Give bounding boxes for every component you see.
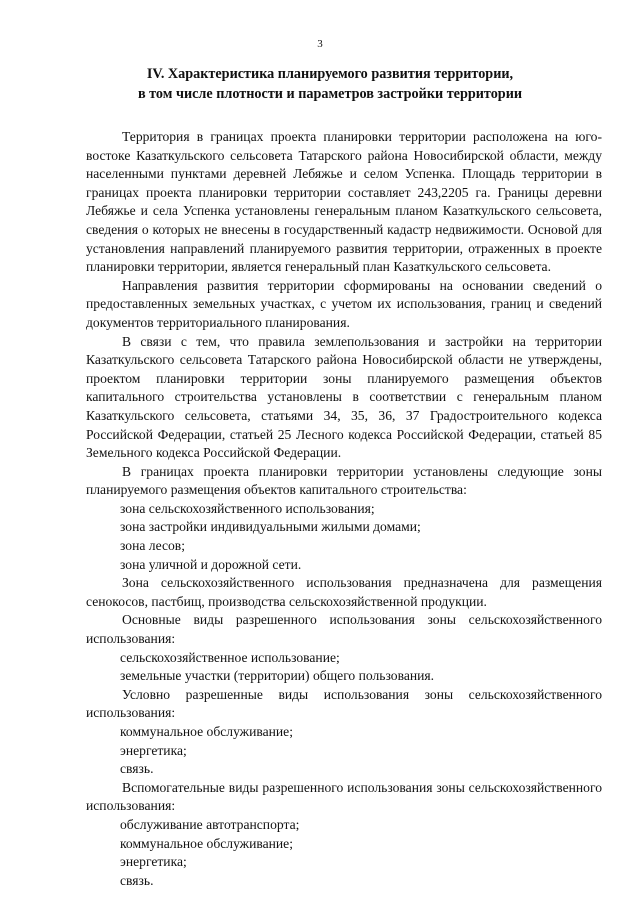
- list-item: энергетика;: [120, 742, 187, 758]
- page-number: 3: [317, 38, 323, 50]
- list-item: сельскохозяйственное использование;: [120, 649, 340, 665]
- paragraph: В связи с тем, что правила землепользования и застройки на территории Казаткульского сельсовета Татарского района Новосибирской области не утверждены, проектом планировки территории зоны планируемого размещения объектов капитального строительства установлены в соответствии с генеральным планом Казаткульского сельсовета, статьями 34, 35, 36, 37 Градостроительного кодекса Российской Федерации, статьей 25 Лесного кодекса Российской Федерации, статьей 85 Земельного кодекса Российской Федерации.: [86, 333, 602, 461]
- list-item: обслуживание автотранспорта;: [120, 816, 300, 832]
- section-heading: [60, 64, 600, 104]
- section-heading-line-2: в том числе плотности и параметров застройки территории: [137, 86, 523, 102]
- paragraph: Территория в границах проекта планировки территории расположена на юго-востоке Казаткульского сельсовета Татарского района Новосибирской области, между населенными пунктами деревней Лебяжье и селом Успенка. Площадь территории в границах проекта планировки территории составляет 243,2205 га. Границы деревни Лебяжье и села Успенка установлены генеральным планом Казаткульского сельсовета, сведения о которых не внесены в государственный кадастр недвижимости. Основой для установления направлений планируемого развития территории, отраженных в проекте планировки территории, является генеральный план Казаткульского сельсовета.: [86, 129, 602, 275]
- paragraph: В границах проекта планировки территории установлены следующие зоны планируемого размещения объектов капитального строительства:: [86, 463, 602, 498]
- paragraph: Зона сельскохозяйственного использования предназначена для размещения сенокосов, пастбищ, производства сельскохозяйственной продукции.: [86, 575, 602, 609]
- paragraph: Направления развития территории сформированы на основании сведений о предоставленных земельных участках, с учетом их использования, границ и сведений документов территориального планирования.: [86, 277, 602, 330]
- paragraph: Условно разрешенные виды использования зоны сельскохозяйственного использования:: [86, 686, 602, 721]
- list-item: зона сельскохозяйственного использования;: [120, 500, 375, 516]
- list-item: энергетика;: [120, 854, 187, 870]
- paragraph: Вспомогательные виды разрешенного использования зоны сельскохозяйственного использования:: [86, 779, 602, 814]
- list-item: зона застройки индивидуальными жилыми домами;: [120, 519, 421, 535]
- list-item: земельные участки (территории) общего пользования.: [120, 668, 435, 684]
- section-heading-line-1: IV. Характеристика планируемого развития территории,: [146, 66, 514, 82]
- list-item: коммунальное обслуживание;: [120, 724, 293, 739]
- list-item: связь.: [120, 872, 154, 888]
- list-item: зона уличной и дорожной сети.: [120, 556, 302, 572]
- list-item: зона лесов;: [120, 538, 185, 554]
- body-text: [86, 128, 602, 890]
- paragraph: Основные виды разрешенного использования зоны сельскохозяйственного использования:: [86, 612, 602, 647]
- list-item: коммунальное обслуживание;: [120, 835, 293, 851]
- list-item: связь.: [120, 761, 154, 777]
